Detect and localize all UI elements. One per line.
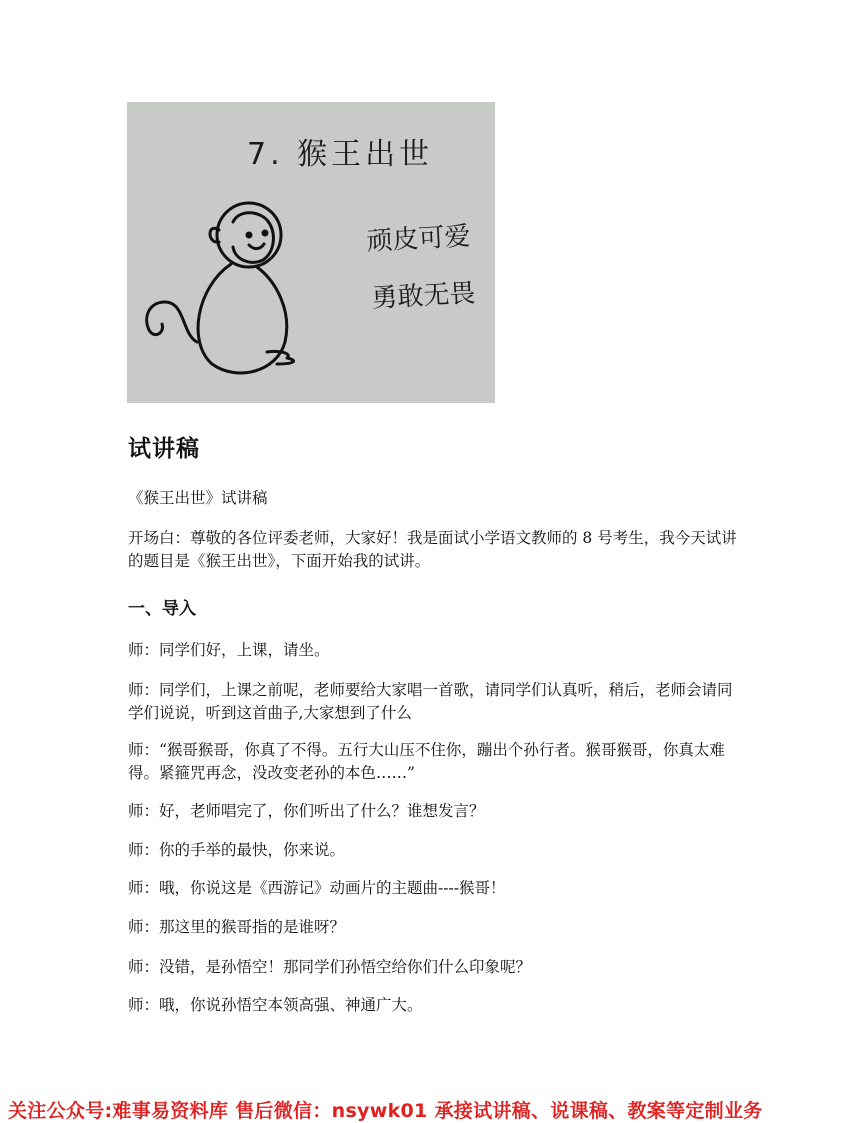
lecture-subtitle: 《猴王出世》试讲稿 — [128, 489, 268, 507]
footer-promo-banner: 关注公众号:难事易资料库 售后微信：nsywk01 承接试讲稿、说课稿、教案等定制业务 — [8, 1100, 763, 1122]
photo-caption: 7. 猴王出世 — [247, 137, 434, 172]
paragraph: 师：哦，你说孙悟空本领高强、神通广大。 — [128, 996, 423, 1014]
paragraph: 师：哦，你说这是《西游记》动画片的主题曲----猴哥！ — [128, 879, 506, 897]
paragraph: 师：没错，是孙悟空！那同学们孙悟空给你们什么印象呢？ — [128, 958, 532, 976]
photo-words-line1: 顽皮可爱 — [365, 221, 472, 257]
paragraph: 师：同学们，上课之前呢，老师要给大家唱一首歌，请同学们认真听，稍后，老师会请同学们说说，听到这首曲子,大家想到了什么 — [128, 681, 733, 722]
photo-words-line2: 勇敢无畏 — [370, 278, 477, 314]
paragraph: 师：那这里的猴哥指的是谁呀？ — [128, 918, 346, 936]
paragraph: 师：你的手举的最快，你来说。 — [128, 841, 346, 859]
page-title: 试讲稿 — [128, 436, 200, 462]
opening-paragraph: 开场白：尊敬的各位评委老师，大家好！我是面试小学语文教师的 8 号考生，我今天试讲的题目是《猴王出世》，下面开始我的试讲。 — [128, 529, 737, 570]
paragraph: 师：同学们好，上课，请坐。 — [128, 641, 330, 659]
paragraph: 师：“猴哥猴哥，你真了不得。五行大山压不住你，蹦出个孙行者。猴哥猴哥，你真太难得。紧箍咒再念，没改变老孙的本色……” — [128, 741, 725, 782]
paragraph: 师：好，老师唱完了，你们听出了什么？谁想发言？ — [128, 802, 485, 820]
monkey-drawing-photo — [127, 102, 495, 403]
section-heading-intro: 一、导入 — [128, 599, 196, 619]
